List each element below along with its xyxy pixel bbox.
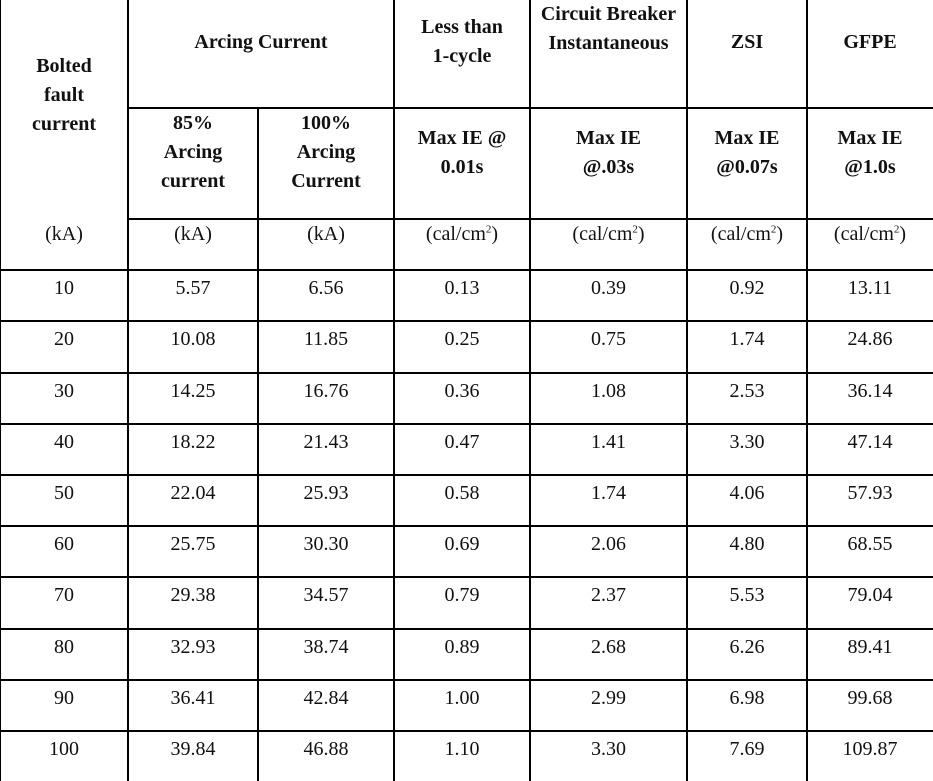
cell-ie007: 5.53	[729, 584, 765, 606]
cell-arc100: 11.85	[303, 328, 349, 350]
header-gfpe	[807, 28, 933, 88]
cell-ie001: 1.10	[444, 738, 480, 760]
col-divider	[686, 0, 688, 781]
cell-arc85: 10.08	[170, 328, 216, 350]
row-divider	[0, 372, 933, 374]
cell-bolted: 20	[54, 328, 74, 350]
cell-ie003: 1.41	[591, 431, 626, 453]
cell-ie007: 6.98	[729, 687, 765, 709]
subheader-ie-003-label: Max IE @.03s	[576, 127, 641, 178]
cell-bolted: 50	[54, 482, 74, 504]
cell-arc100: 25.93	[303, 482, 349, 504]
cell-arc85: 29.38	[170, 584, 216, 606]
cell-ie007: 2.53	[729, 380, 765, 402]
cell-ie001: 1.00	[444, 687, 480, 709]
cell-arc100: 6.56	[308, 277, 344, 299]
unit-ie001	[394, 220, 530, 270]
unit-close: )	[776, 223, 784, 245]
cell-arc85: 22.04	[170, 482, 216, 504]
subheader-ie-007-label: Max IE @0.07s	[714, 127, 780, 178]
subheader-85-arcing	[128, 109, 258, 219]
row-divider	[0, 628, 933, 630]
cell-ie001: 0.58	[444, 482, 480, 504]
cell-ie003: 2.68	[591, 636, 626, 658]
cell-arc100: 38.74	[303, 636, 349, 658]
cell-ie001: 0.36	[444, 380, 480, 402]
cell-ie003: 0.75	[591, 328, 626, 350]
cell-ie001: 0.89	[444, 636, 480, 658]
cell-arc85: 14.25	[170, 380, 216, 402]
col-divider	[393, 0, 395, 781]
subheader-100-arcing	[258, 109, 394, 219]
cell-arc100: 34.57	[303, 584, 349, 606]
header-arcing-label: Arcing Current	[194, 31, 328, 53]
cell-ie10: 79.04	[847, 584, 893, 606]
header-zsi-label: ZSI	[730, 31, 764, 53]
row-divider	[0, 679, 933, 681]
cell-arc85: 18.22	[170, 431, 216, 453]
unit-ie007	[687, 220, 807, 270]
cell-ie003: 1.74	[591, 482, 626, 504]
header-bolted-fault-current	[0, 52, 128, 152]
subheader-ie-10-label: Max IE @1.0s	[837, 127, 903, 178]
cell-arc100: 42.84	[303, 687, 349, 709]
row-divider	[0, 269, 933, 271]
unit-text: (cal/cm	[572, 223, 633, 245]
unit-text: (kA)	[307, 223, 345, 245]
cell-ie001: 0.13	[444, 277, 480, 299]
row-divider	[0, 576, 933, 578]
header-gfpe-label: GFPE	[843, 31, 897, 53]
unit-text: (kA)	[45, 223, 83, 245]
cell-arc85: 25.75	[170, 533, 216, 555]
cell-ie003: 0.39	[591, 277, 626, 299]
header-circuit-breaker-label: Circuit Breaker Instantaneous	[540, 3, 677, 54]
cell-bolted: 80	[54, 636, 74, 658]
cell-bolted: 100	[49, 738, 79, 760]
cell-ie10: 57.93	[847, 482, 893, 504]
unit-text: (kA)	[174, 223, 212, 245]
cell-arc85: 39.84	[170, 738, 216, 760]
cell-ie001: 0.47	[444, 431, 480, 453]
cell-ie007: 6.26	[729, 636, 765, 658]
unit-bolted	[0, 220, 128, 270]
cell-ie10: 68.55	[847, 533, 893, 555]
unit-arc100	[258, 220, 394, 270]
col-divider	[806, 0, 808, 781]
unit-text: (cal/cm	[425, 223, 486, 245]
cell-arc100: 16.76	[303, 380, 349, 402]
cell-bolted: 60	[54, 533, 74, 555]
cell-arc85: 5.57	[175, 277, 211, 299]
cell-ie10: 109.87	[842, 738, 898, 760]
row-divider	[0, 525, 933, 527]
row-divider	[0, 730, 933, 732]
cell-ie003: 1.08	[591, 380, 626, 402]
subheader-ie-001-label: Max IE @ 0.01s	[417, 127, 507, 178]
cell-ie10: 89.41	[847, 636, 893, 658]
col-divider	[529, 0, 531, 781]
unit-superscript: 2	[770, 223, 777, 236]
cell-ie10: 13.11	[847, 277, 893, 299]
unit-superscript: 2	[632, 223, 638, 236]
cell-arc100: 21.43	[303, 431, 349, 453]
cell-ie007: 4.80	[729, 533, 765, 555]
cell-bolted: 90	[54, 687, 74, 709]
cell-ie007: 0.92	[729, 277, 765, 299]
unit-superscript: 2	[893, 223, 900, 236]
cell-ie10: 36.14	[847, 380, 893, 402]
cell-ie10: 24.86	[847, 328, 893, 350]
unit-ie10	[807, 220, 933, 270]
header-arcing-current	[128, 28, 394, 88]
unit-text: (cal/cm	[833, 223, 894, 245]
cell-arc85: 32.93	[170, 636, 216, 658]
row-divider	[128, 218, 933, 220]
header-bolted-label: Bolted fault current	[31, 55, 97, 135]
row-divider	[0, 423, 933, 425]
cell-arc85: 36.41	[170, 687, 216, 709]
cell-ie007: 3.30	[729, 431, 765, 453]
cell-bolted: 70	[54, 584, 74, 606]
subheader-85-label: 85% Arcing current	[160, 112, 226, 192]
cell-ie003: 2.99	[591, 687, 626, 709]
cell-ie10: 99.68	[847, 687, 893, 709]
header-less-than-cycle	[394, 13, 530, 93]
subheader-ie-003	[530, 124, 687, 204]
cell-arc100: 46.88	[303, 738, 349, 760]
cell-ie001: 0.79	[444, 584, 480, 606]
row-divider	[0, 474, 933, 476]
row-divider	[0, 320, 933, 322]
cell-ie10: 47.14	[847, 431, 893, 453]
unit-superscript: 2	[485, 223, 492, 236]
cell-ie003: 2.37	[591, 584, 626, 606]
unit-text: (cal/cm	[710, 223, 771, 245]
col-divider	[127, 0, 129, 781]
unit-close: )	[899, 223, 907, 245]
subheader-ie-10	[807, 124, 933, 204]
cell-ie003: 3.30	[591, 738, 626, 760]
subheader-100-label: 100% Arcing Current	[291, 112, 361, 192]
unit-arc85	[128, 220, 258, 270]
cell-ie007: 1.74	[729, 328, 765, 350]
cell-bolted: 30	[54, 380, 74, 402]
cell-ie003: 2.06	[591, 533, 626, 555]
cell-bolted: 40	[54, 431, 74, 453]
subheader-ie-007	[687, 124, 807, 204]
cell-arc100: 30.30	[303, 533, 349, 555]
row-divider	[128, 107, 933, 109]
cell-bolted: 10	[54, 277, 74, 299]
cell-ie001: 0.69	[444, 533, 480, 555]
border-left	[0, 0, 1, 781]
subheader-ie-001	[394, 124, 530, 204]
header-zsi	[687, 28, 807, 88]
unit-close: )	[637, 223, 645, 245]
cell-ie007: 4.06	[729, 482, 765, 504]
header-circuit-breaker	[530, 0, 687, 108]
unit-close: )	[491, 223, 499, 245]
header-less-than-label: Less than 1-cycle	[421, 16, 503, 67]
unit-ie003	[530, 220, 687, 270]
cell-ie001: 0.25	[444, 328, 480, 350]
cell-ie007: 7.69	[729, 738, 765, 760]
